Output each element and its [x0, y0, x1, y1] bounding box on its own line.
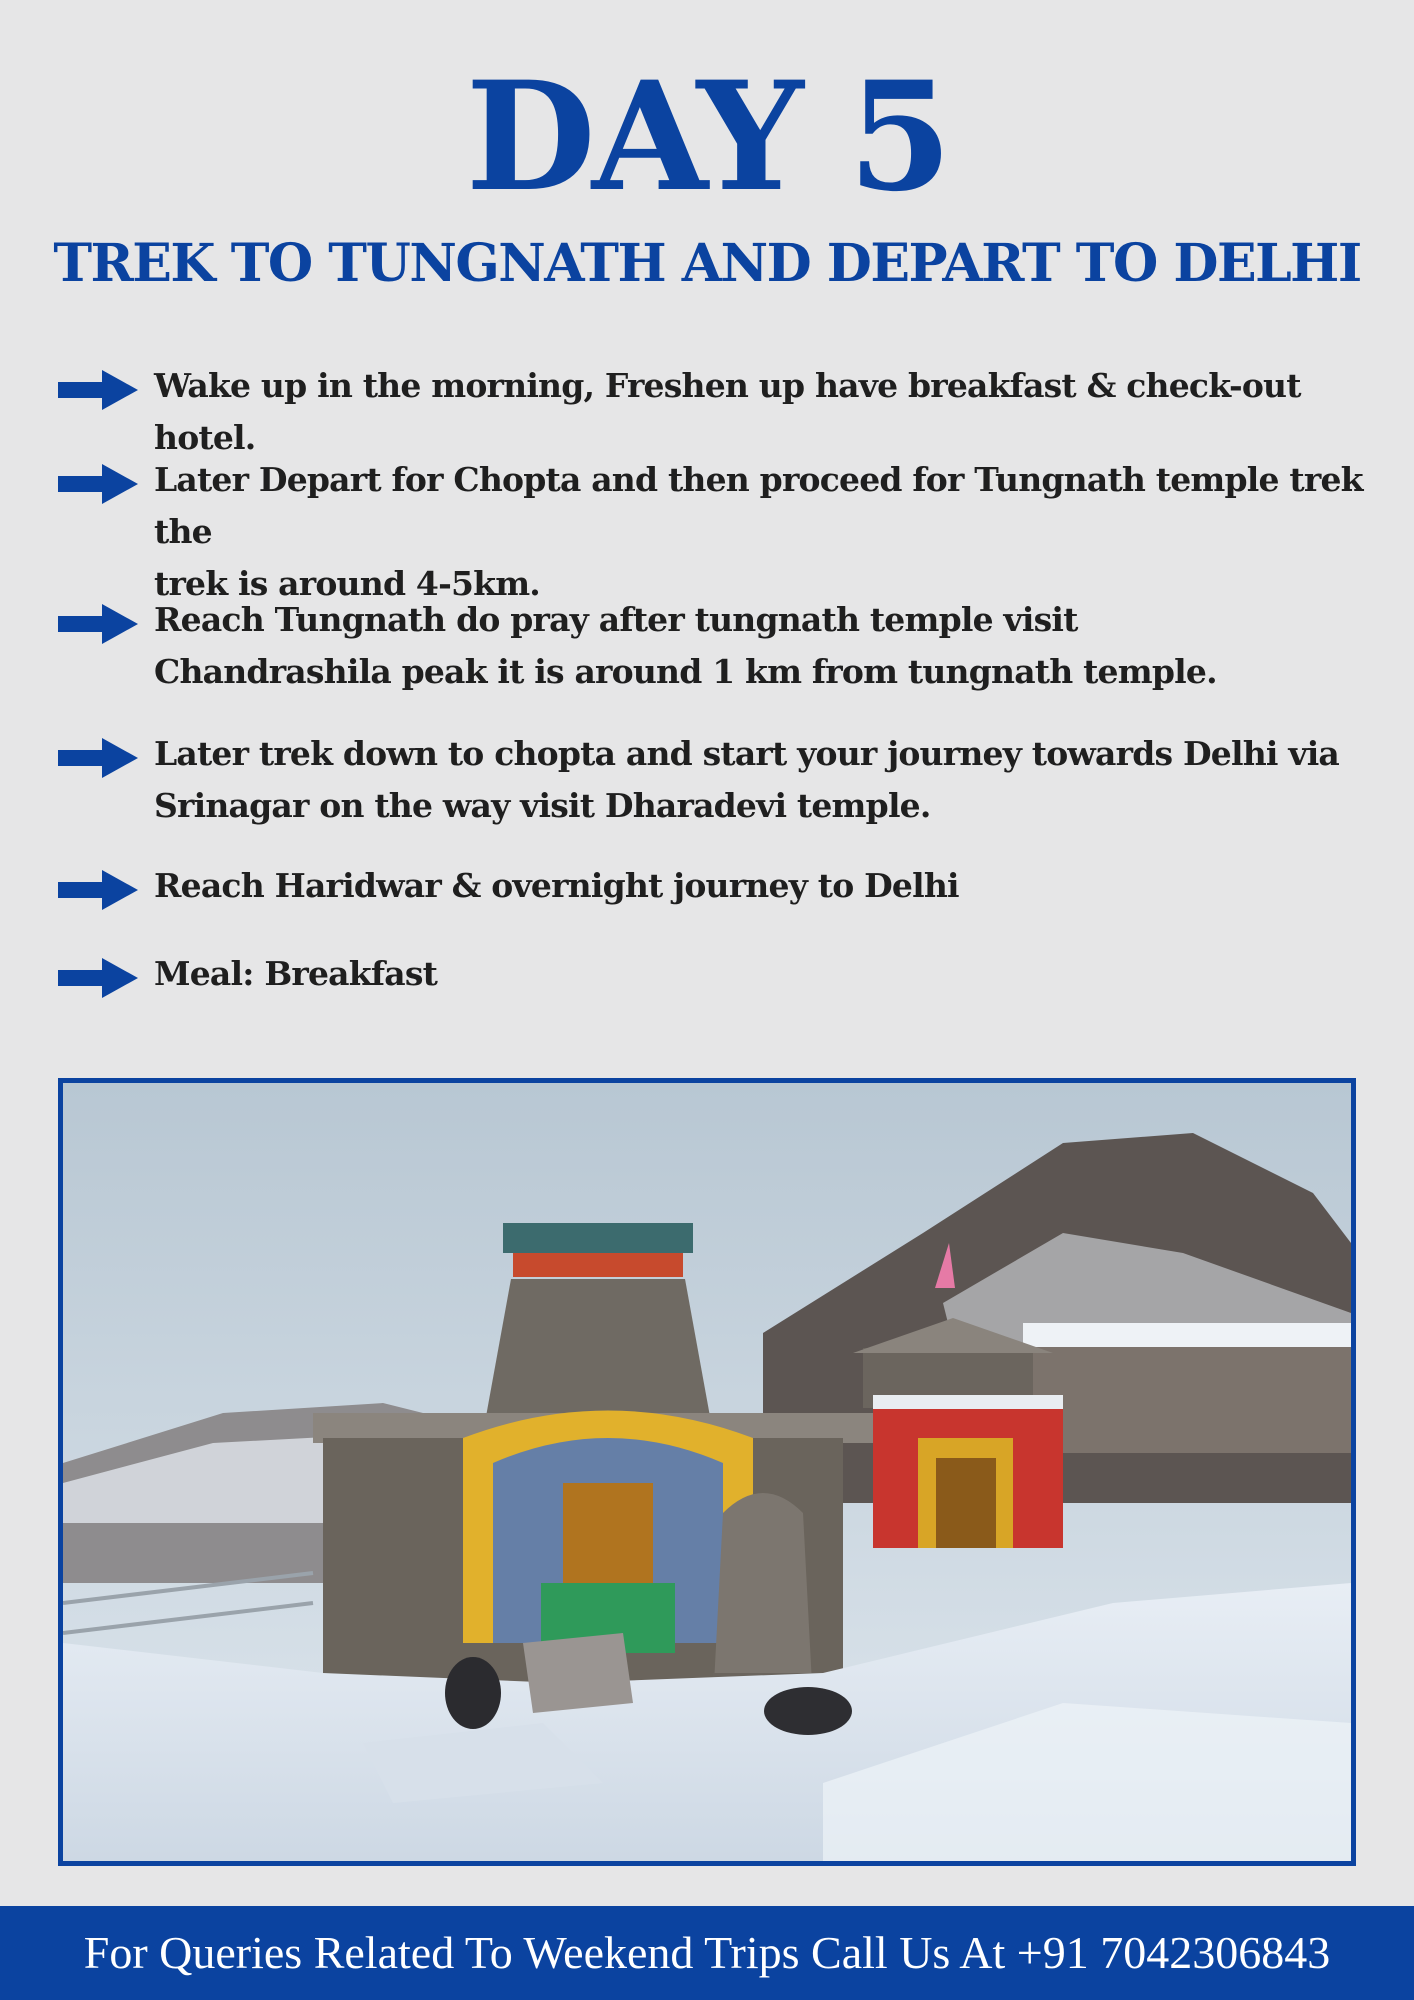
list-item-text: Later trek down to chopta and start your journey towards Delhi via Srinagar on the way visit Dharadevi temple. — [154, 734, 1340, 825]
arrow-right-icon — [58, 868, 138, 912]
arrow-right-icon — [58, 462, 138, 506]
footer-contact-bar — [0, 1906, 1414, 2000]
arrow-right-icon — [58, 368, 138, 412]
temple-photo — [58, 1078, 1356, 1866]
arrow-right-icon — [58, 956, 138, 1000]
list-item-text: Meal: Breakfast — [154, 954, 438, 993]
list-item-text: Later Depart for Chopta and then proceed for Tungnath temple trek the trek is around 4-5km. — [154, 460, 1363, 603]
list-item-text: Wake up in the morning, Freshen up have breakfast & check-out hotel. — [154, 366, 1301, 457]
arrow-right-icon — [58, 602, 138, 646]
arrow-right-icon — [58, 736, 138, 780]
page-subtitle: TREK TO TUNGNATH AND DEPART TO DELHI — [53, 233, 1361, 294]
page-title: DAY 5 — [465, 49, 949, 225]
list-item-text: Reach Tungnath do pray after tungnath temple visit Chandrashila peak it is around 1 km from tungnath temple. — [154, 600, 1217, 691]
list-item-text: Reach Haridwar & overnight journey to Delhi — [154, 866, 959, 905]
temple-illustration — [63, 1083, 1351, 1861]
footer-contact-text: For Queries Related To Weekend Trips Call Us At +91 7042306843 — [83, 1927, 1331, 1978]
